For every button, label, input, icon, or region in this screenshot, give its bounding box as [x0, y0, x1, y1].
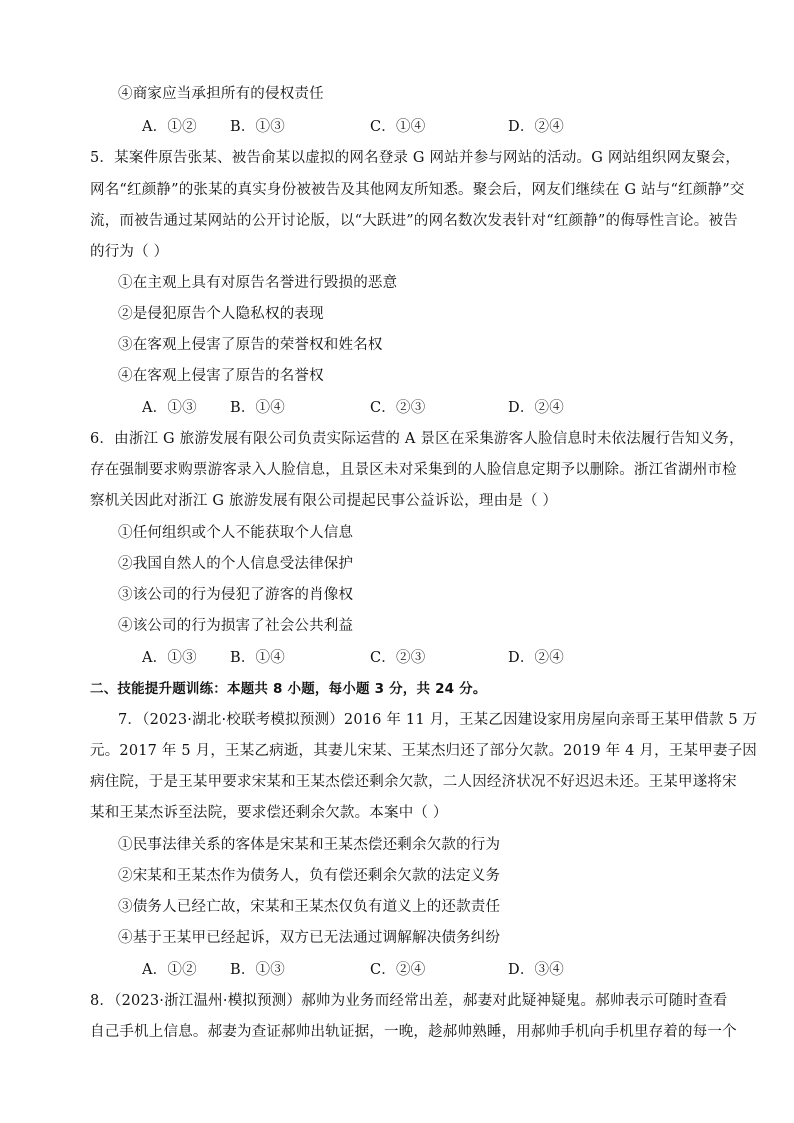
q5-option-1: ①在主观上具有对原告名誉进行毁损的恶意 [118, 275, 398, 291]
q5-stem-line-4: 的行为（ ） [90, 244, 169, 260]
q6-stem-line-2: 存在强制要求购票游客录入人脸信息，且景区未对采集到的人脸信息定期予以删除。浙江省湖州市检 [90, 462, 737, 478]
q4-option-4: ④商家应当承担所有的侵权责任 [118, 86, 324, 102]
q6-answer-a: A．①③ [142, 650, 197, 666]
q5-stem-line-2: 网名“红颜静”的张某的真实身份被被告及其他网友所知悉。聚会后，网友们继续在 G 站与“红颜静”交 [90, 182, 745, 198]
q6-option-4: ④该公司的行为损害了社会公共利益 [118, 618, 354, 634]
q7-stem-line-1: 7．（2023·湖北·校联考模拟预测）2016 年 11 月，王某乙因建设家用房屋向亲哥王某甲借款 5 万 [118, 712, 758, 728]
q5-stem-line-3: 流，而被告通过某网站的公开讨论版，以“大跃进”的网名数次发表针对“红颜静”的侮辱性言论。被告 [90, 213, 738, 229]
q7-answer-a: A．①② [142, 962, 197, 978]
q4-answer-b: B．①③ [230, 119, 285, 135]
q4-answer-d: D．②④ [508, 119, 564, 135]
q6-stem-line-3: 察机关因此对浙江 G 旅游发展有限公司提起民事公益诉讼，理由是（ ） [90, 493, 558, 509]
q5-option-4: ④在客观上侵害了原告的名誉权 [118, 368, 324, 384]
q6-answer-d: D．②④ [508, 650, 564, 666]
q6-option-2: ②我国自然人的个人信息受法律保护 [118, 556, 354, 572]
q5-option-2: ②是侵犯原告个人隐私权的表现 [118, 306, 324, 322]
q7-stem-line-3: 病住院，于是王某甲要求宋某和王某杰偿还剩余欠款，二人因经济状况不好迟迟未还。王某甲遂将宋 [90, 774, 737, 790]
q8-stem-line-2: 自己手机上信息。郝妻为查证郝帅出轨证据，一晚，趁郝帅熟睡，用郝帅手机向手机里存着的每一个 [90, 1024, 737, 1040]
q5-answer-d: D．②④ [508, 400, 564, 416]
q6-answer-c: C．②③ [370, 650, 426, 666]
q7-option-2: ②宋某和王某杰作为债务人，负有偿还剩余欠款的法定义务 [118, 868, 501, 884]
q4-answer-a: A．①② [142, 119, 197, 135]
q6-answer-b: B．①④ [230, 650, 285, 666]
q7-stem-line-2: 元。2017 年 5 月，王某乙病逝，其妻儿宋某、王某杰归还了部分欠款。2019 年 4 月，王某甲妻子因 [90, 743, 758, 759]
q7-option-4: ④基于王某甲已经起诉，双方已无法通过调解解决债务纠纷 [118, 930, 501, 946]
q7-answer-b: B．①③ [230, 962, 285, 978]
q5-answer-a: A．①③ [142, 400, 197, 416]
q5-answer-b: B．①④ [230, 400, 285, 416]
q6-stem-line-1: 6．由浙江 G 旅游发展有限公司负责实际运营的 A 景区在采集游客人脸信息时未依法履行告知义务， [90, 431, 744, 447]
q5-option-3: ③在客观上侵害了原告的荣誉权和姓名权 [118, 337, 383, 353]
q4-answer-c: C．①④ [370, 119, 426, 135]
q5-answer-c: C．②③ [370, 400, 426, 416]
q7-option-3: ③债务人已经亡故，宋某和王某杰仅负有道义上的还款责任 [118, 899, 501, 915]
q7-stem-line-4: 某和王某杰诉至法院，要求偿还剩余欠款。本案中（ ） [90, 805, 448, 821]
q6-option-3: ③该公司的行为侵犯了游客的肖像权 [118, 587, 354, 603]
q7-answer-c: C．②④ [370, 962, 426, 978]
q7-option-1: ①民事法律关系的客体是宋某和王某杰偿还剩余欠款的行为 [118, 837, 501, 853]
q5-stem-line-1: 5．某案件原告张某、被告俞某以虚拟的网名登录 G 网站并参与网站的活动。G 网站组织网友聚会， [90, 150, 741, 166]
q8-stem-line-1: 8．（2023·浙江温州·模拟预测）郝帅为业务而经常出差，郝妻对此疑神疑鬼。郝帅表示可随时查看 [90, 993, 728, 1009]
q7-answer-d: D．③④ [508, 962, 564, 978]
q6-option-1: ①任何组织或个人不能获取个人信息 [118, 525, 354, 541]
section-heading: 二、技能提升题训练：本题共 8 小题，每小题 3 分，共 24 分。 [90, 681, 487, 697]
